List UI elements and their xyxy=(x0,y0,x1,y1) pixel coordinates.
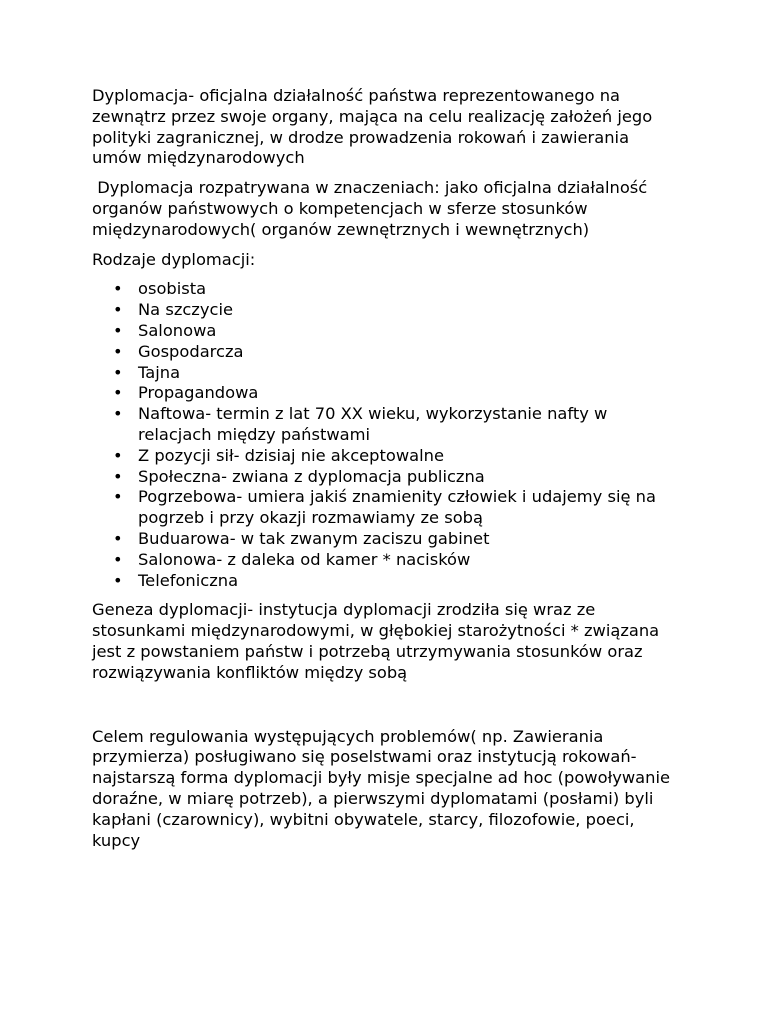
paragraph-genesis: Geneza dyplomacji- instytucja dyplomacji zrodziła się wraz ze stosunkami międzynarodowymi, w głębokiej starożytności * związana jest z powstaniem państw i potrzebą utrzymywania stosunków oraz rozwiązywania konfliktów między sobą xyxy=(92,600,660,682)
bullet-icon: • xyxy=(113,383,123,403)
bullet-icon: • xyxy=(113,445,123,465)
paragraph-definition: Dyplomacja- oficjalna działalność państwa reprezentowanego na zewnątrz przez swoje organy, mająca na celu realizację założeń jego polityki zagranicznej, w drodze prowadzenia rokowań i zawierania umów międzynarodowych xyxy=(92,86,653,168)
list-item-text: Propagandowa xyxy=(138,383,259,403)
list-item-text: Buduarowa- w tak zwanym zaciszu gabinet xyxy=(138,528,490,548)
bullet-icon: • xyxy=(113,466,123,486)
list-item xyxy=(92,529,672,550)
bullet-icon: • xyxy=(113,528,123,548)
list-item xyxy=(92,467,672,488)
list-item-text: Społeczna- zwiana z dyplomacja publiczna xyxy=(138,466,485,486)
empty-line-spacer xyxy=(92,693,672,727)
list-item-text: osobista xyxy=(138,279,207,299)
list-item xyxy=(92,487,672,529)
list-item xyxy=(92,342,672,363)
list-item-text: Salonowa xyxy=(138,320,217,340)
bullet-icon: • xyxy=(113,341,123,361)
list-item xyxy=(92,571,672,592)
list-item-text: Gospodarcza xyxy=(138,341,244,361)
list-item xyxy=(92,321,672,342)
bullet-icon: • xyxy=(113,570,123,590)
document-page xyxy=(92,86,672,860)
bullet-icon: • xyxy=(113,320,123,340)
bullet-icon: • xyxy=(113,487,123,507)
bullet-icon: • xyxy=(113,300,123,320)
list-item xyxy=(92,383,672,404)
list-item-text: Pogrzebowa- umiera jakiś znamienity człowiek i udajemy się na pogrzeb i przy okazji rozmawiamy ze sobą xyxy=(138,487,656,528)
list-item-text: Salonowa- z daleka od kamer * nacisków xyxy=(138,549,471,569)
bullet-icon: • xyxy=(113,279,123,299)
list-item xyxy=(92,363,672,384)
types-heading: Rodzaje dyplomacji: xyxy=(92,249,256,269)
list-item xyxy=(92,279,672,300)
paragraph-meanings: Dyplomacja rozpatrywana w znaczeniach: jako oficjalna działalność organów państwowych o kompetencjach w sferze stosunków międzynarodowych( organów zewnętrznych i wewnętrznych) xyxy=(92,178,653,239)
bullet-icon: • xyxy=(113,404,123,424)
types-list xyxy=(92,279,672,591)
bullet-icon: • xyxy=(113,549,123,569)
paragraph-goal: Celem regulowania występujących problemów( np. Zawierania przymierza) posługiwano się poselstwami oraz instytucją rokowań- najstarszą forma dyplomacji były misje specjalne ad hoc (powoływanie doraźne, w miarę potrzeb), a pierwszymi dyplomatami (posłami) byli kapłani (czarownicy), wybitni obywatele, starcy, filozofowie, poeci, kupcy xyxy=(92,726,670,850)
list-item xyxy=(92,550,672,571)
list-item-text: Z pozycji sił- dzisiaj nie akceptowalne xyxy=(138,445,444,465)
list-item xyxy=(92,404,672,446)
list-item xyxy=(92,300,672,321)
list-item-text: Tajna xyxy=(138,362,181,382)
bullet-icon: • xyxy=(113,362,123,382)
list-item-text: Naftowa- termin z lat 70 XX wieku, wykorzystanie nafty w relacjach między państwami xyxy=(138,404,608,444)
list-item xyxy=(92,446,672,467)
list-item-text: Na szczycie xyxy=(138,300,233,320)
list-item-text: Telefoniczna xyxy=(138,570,239,590)
